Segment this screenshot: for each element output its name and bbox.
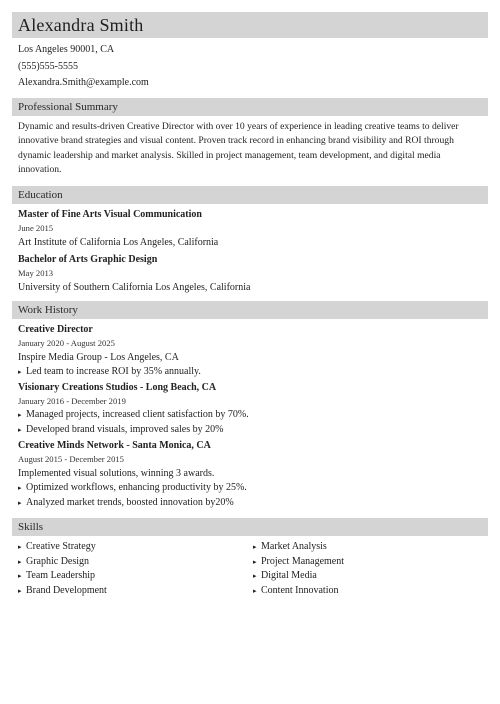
degree-date: June 2015 xyxy=(18,222,54,233)
skills-heading-label: Skills xyxy=(18,521,44,533)
list-item xyxy=(18,481,488,496)
bullet-icon: ▸ xyxy=(253,543,257,551)
skill-label: Team Leadership xyxy=(26,570,95,581)
skill-label: Content Innovation xyxy=(261,584,339,596)
bullet-icon: ▸ xyxy=(18,425,22,434)
name-header xyxy=(12,12,488,38)
skill-item xyxy=(253,555,488,570)
summary-heading xyxy=(12,98,488,116)
job-bullets xyxy=(18,481,488,510)
job-company: Inspire Media Group - Los Angeles, CA xyxy=(18,351,179,363)
skill-label: Creative Strategy xyxy=(26,541,96,552)
skill-item xyxy=(253,569,488,584)
bullet-icon: ▸ xyxy=(18,572,22,580)
job-dates: January 2016 - December 2019 xyxy=(18,396,126,406)
skill-label: Graphic Design xyxy=(26,555,90,567)
summary-text: Dynamic and results-driven Creative Director with over 10 years of experience in leading creative teams to deliver innovative brand strategies and visual content. Proven track record in enhancing brand visibility and ROI through dynamic leadership and market analysis. Skilled in project management, team development, and digital media innovation. xyxy=(18,120,459,175)
list-item xyxy=(18,365,488,380)
education-entry xyxy=(18,253,488,295)
bullet-text: Led team to increase ROI by 35% annually. xyxy=(26,365,201,377)
skill-label: Project Management xyxy=(261,555,345,567)
degree-date: May 2013 xyxy=(18,267,54,278)
school-name: Art Institute of California Los Angeles, California xyxy=(18,236,219,248)
skill-label: Brand Development xyxy=(26,584,107,596)
bullet-icon: ▸ xyxy=(18,543,22,551)
contact-info xyxy=(18,42,488,92)
education-entry xyxy=(18,208,488,250)
job-title: Creative Minds Network - Santa Monica, CA xyxy=(18,440,211,451)
skills-list xyxy=(18,540,488,598)
job-entry xyxy=(18,323,488,380)
list-item xyxy=(18,408,488,423)
job-title: Visionary Creations Studios - Long Beach, CA xyxy=(18,382,217,393)
job-description: Implemented visual solutions, winning 3 awards. xyxy=(18,468,215,479)
job-dates: August 2015 - December 2015 xyxy=(18,454,124,464)
list-item xyxy=(18,496,488,511)
bullet-icon: ▸ xyxy=(18,367,22,376)
job-entry xyxy=(18,439,488,510)
school-name: University of Southern California Los Angeles, California xyxy=(18,281,251,293)
skill-item xyxy=(253,540,488,555)
bullet-text: Optimized workflows, enhancing productivity by 25%. xyxy=(26,482,247,493)
skills-column-right xyxy=(253,540,488,598)
bullet-icon: ▸ xyxy=(18,411,22,419)
degree-title: Master of Fine Arts Visual Communication xyxy=(18,208,202,220)
job-title: Creative Director xyxy=(18,323,93,335)
bullet-icon: ▸ xyxy=(18,498,22,507)
skill-item xyxy=(18,569,253,584)
job-bullets xyxy=(18,365,488,380)
bullet-icon: ▸ xyxy=(18,484,22,492)
education-heading-label: Education xyxy=(18,188,63,201)
bullet-text: Analyzed market trends, boosted innovation by20% xyxy=(26,496,234,508)
work-heading xyxy=(12,301,488,319)
skill-label: Digital Media xyxy=(261,570,317,581)
skills-heading xyxy=(12,518,488,536)
job-bullets xyxy=(18,408,488,437)
skill-item xyxy=(18,555,253,570)
skill-label: Market Analysis xyxy=(261,541,327,552)
education-heading xyxy=(12,186,488,204)
candidate-name: Alexandra Smith xyxy=(18,14,144,35)
work-heading-label: Work History xyxy=(18,303,78,316)
bullet-icon: ▸ xyxy=(253,572,257,580)
phone: (555)555-5555 xyxy=(18,60,78,72)
email: Alexandra.Smith@example.com xyxy=(18,77,149,88)
job-entry xyxy=(18,381,488,437)
bullet-icon: ▸ xyxy=(18,557,22,566)
summary-heading-label: Professional Summary xyxy=(18,100,118,113)
skills-column-left xyxy=(18,540,253,598)
bullet-icon: ▸ xyxy=(253,586,257,595)
bullet-icon: ▸ xyxy=(253,557,257,566)
address: Los Angeles 90001, CA xyxy=(18,44,115,55)
bullet-icon: ▸ xyxy=(18,586,22,595)
degree-title: Bachelor of Arts Graphic Design xyxy=(18,253,158,265)
skill-item xyxy=(18,540,253,555)
list-item xyxy=(18,423,488,438)
job-dates: January 2020 - August 2025 xyxy=(18,337,115,348)
bullet-text: Managed projects, increased client satisfaction by 70%. xyxy=(26,409,249,420)
skill-item xyxy=(253,584,488,599)
skill-item xyxy=(18,584,253,599)
bullet-text: Developed brand visuals, improved sales by 20% xyxy=(26,423,224,435)
